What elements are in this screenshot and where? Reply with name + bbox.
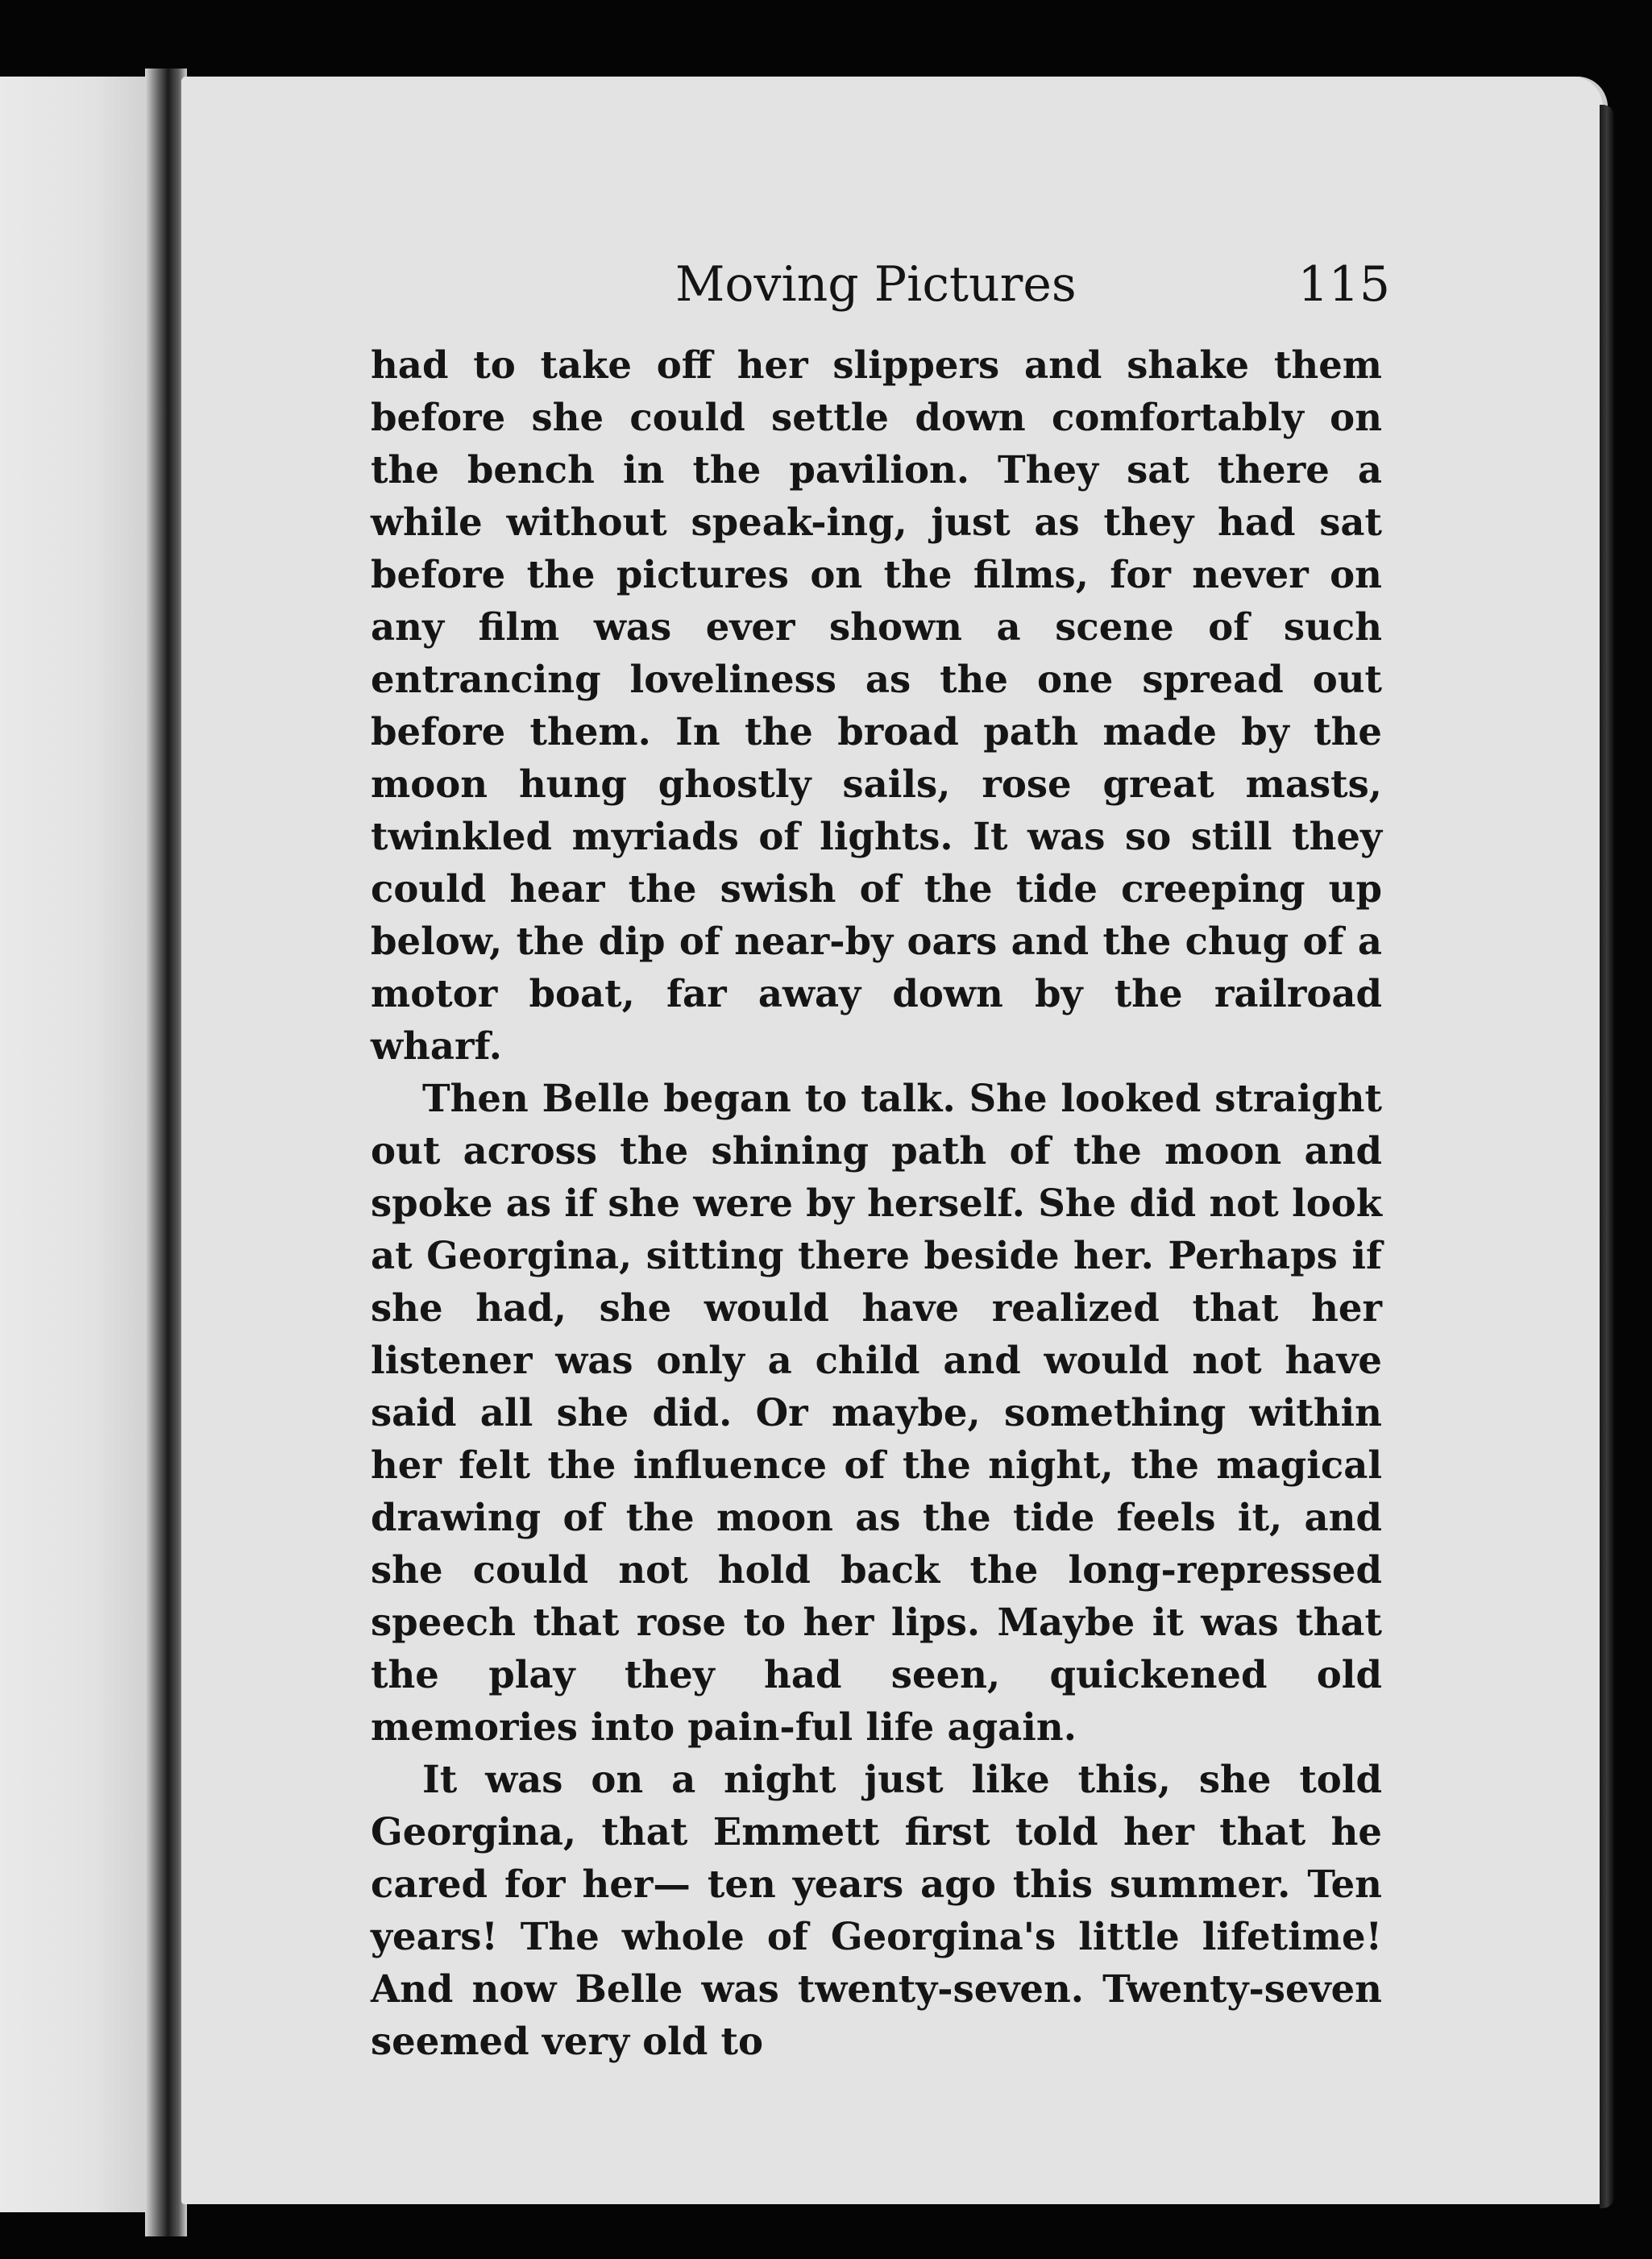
running-head [371, 256, 1390, 321]
running-title: Moving Pictures [675, 256, 1077, 313]
paragraph-1: had to take off her slippers and shake them before she could settle down comfortably on the bench in the pavilion. They sat there a while without speak-ing, just as they had sat before the pictures on the films, for never on any film was ever shown a scene of such entrancing loveliness as the one spread out before them. In the broad path made by the moon hung ghostly sails, rose great masts, twinkled myriads of lights. It was so still they could hear the swish of the tide creeping up below, the dip of near-by oars and the chug of a motor boat, far away down by the railroad wharf. [371, 343, 1382, 1068]
page-number: 115 [1297, 256, 1390, 313]
facing-page [0, 77, 169, 2212]
body-text [371, 338, 1382, 2067]
paragraph-2: Then Belle began to talk. She looked straight out across the shining path of the moon and spoke as if she were by herself. She did not look at Georgina, sitting there beside her. Perhaps if she had, she would have realized that her listener was only a child and would not have said all she did. Or maybe, something within her felt the influence of the night, the magical drawing of the moon as the tide feels it, and she could not hold back the long-repressed speech that rose to her lips. Maybe it was that the play they had seen, quickened old memories into pain-ful life again. [371, 1076, 1382, 1749]
paragraph-3: It was on a night just like this, she told Georgina, that Emmett first told her that he cared for her— ten years ago this summer. Ten years! The whole of Georgina's little lifetime! And now Belle was twenty-seven. Twenty-seven seemed very old to [371, 1757, 1382, 2063]
page-edge-shadow [1600, 105, 1614, 2208]
